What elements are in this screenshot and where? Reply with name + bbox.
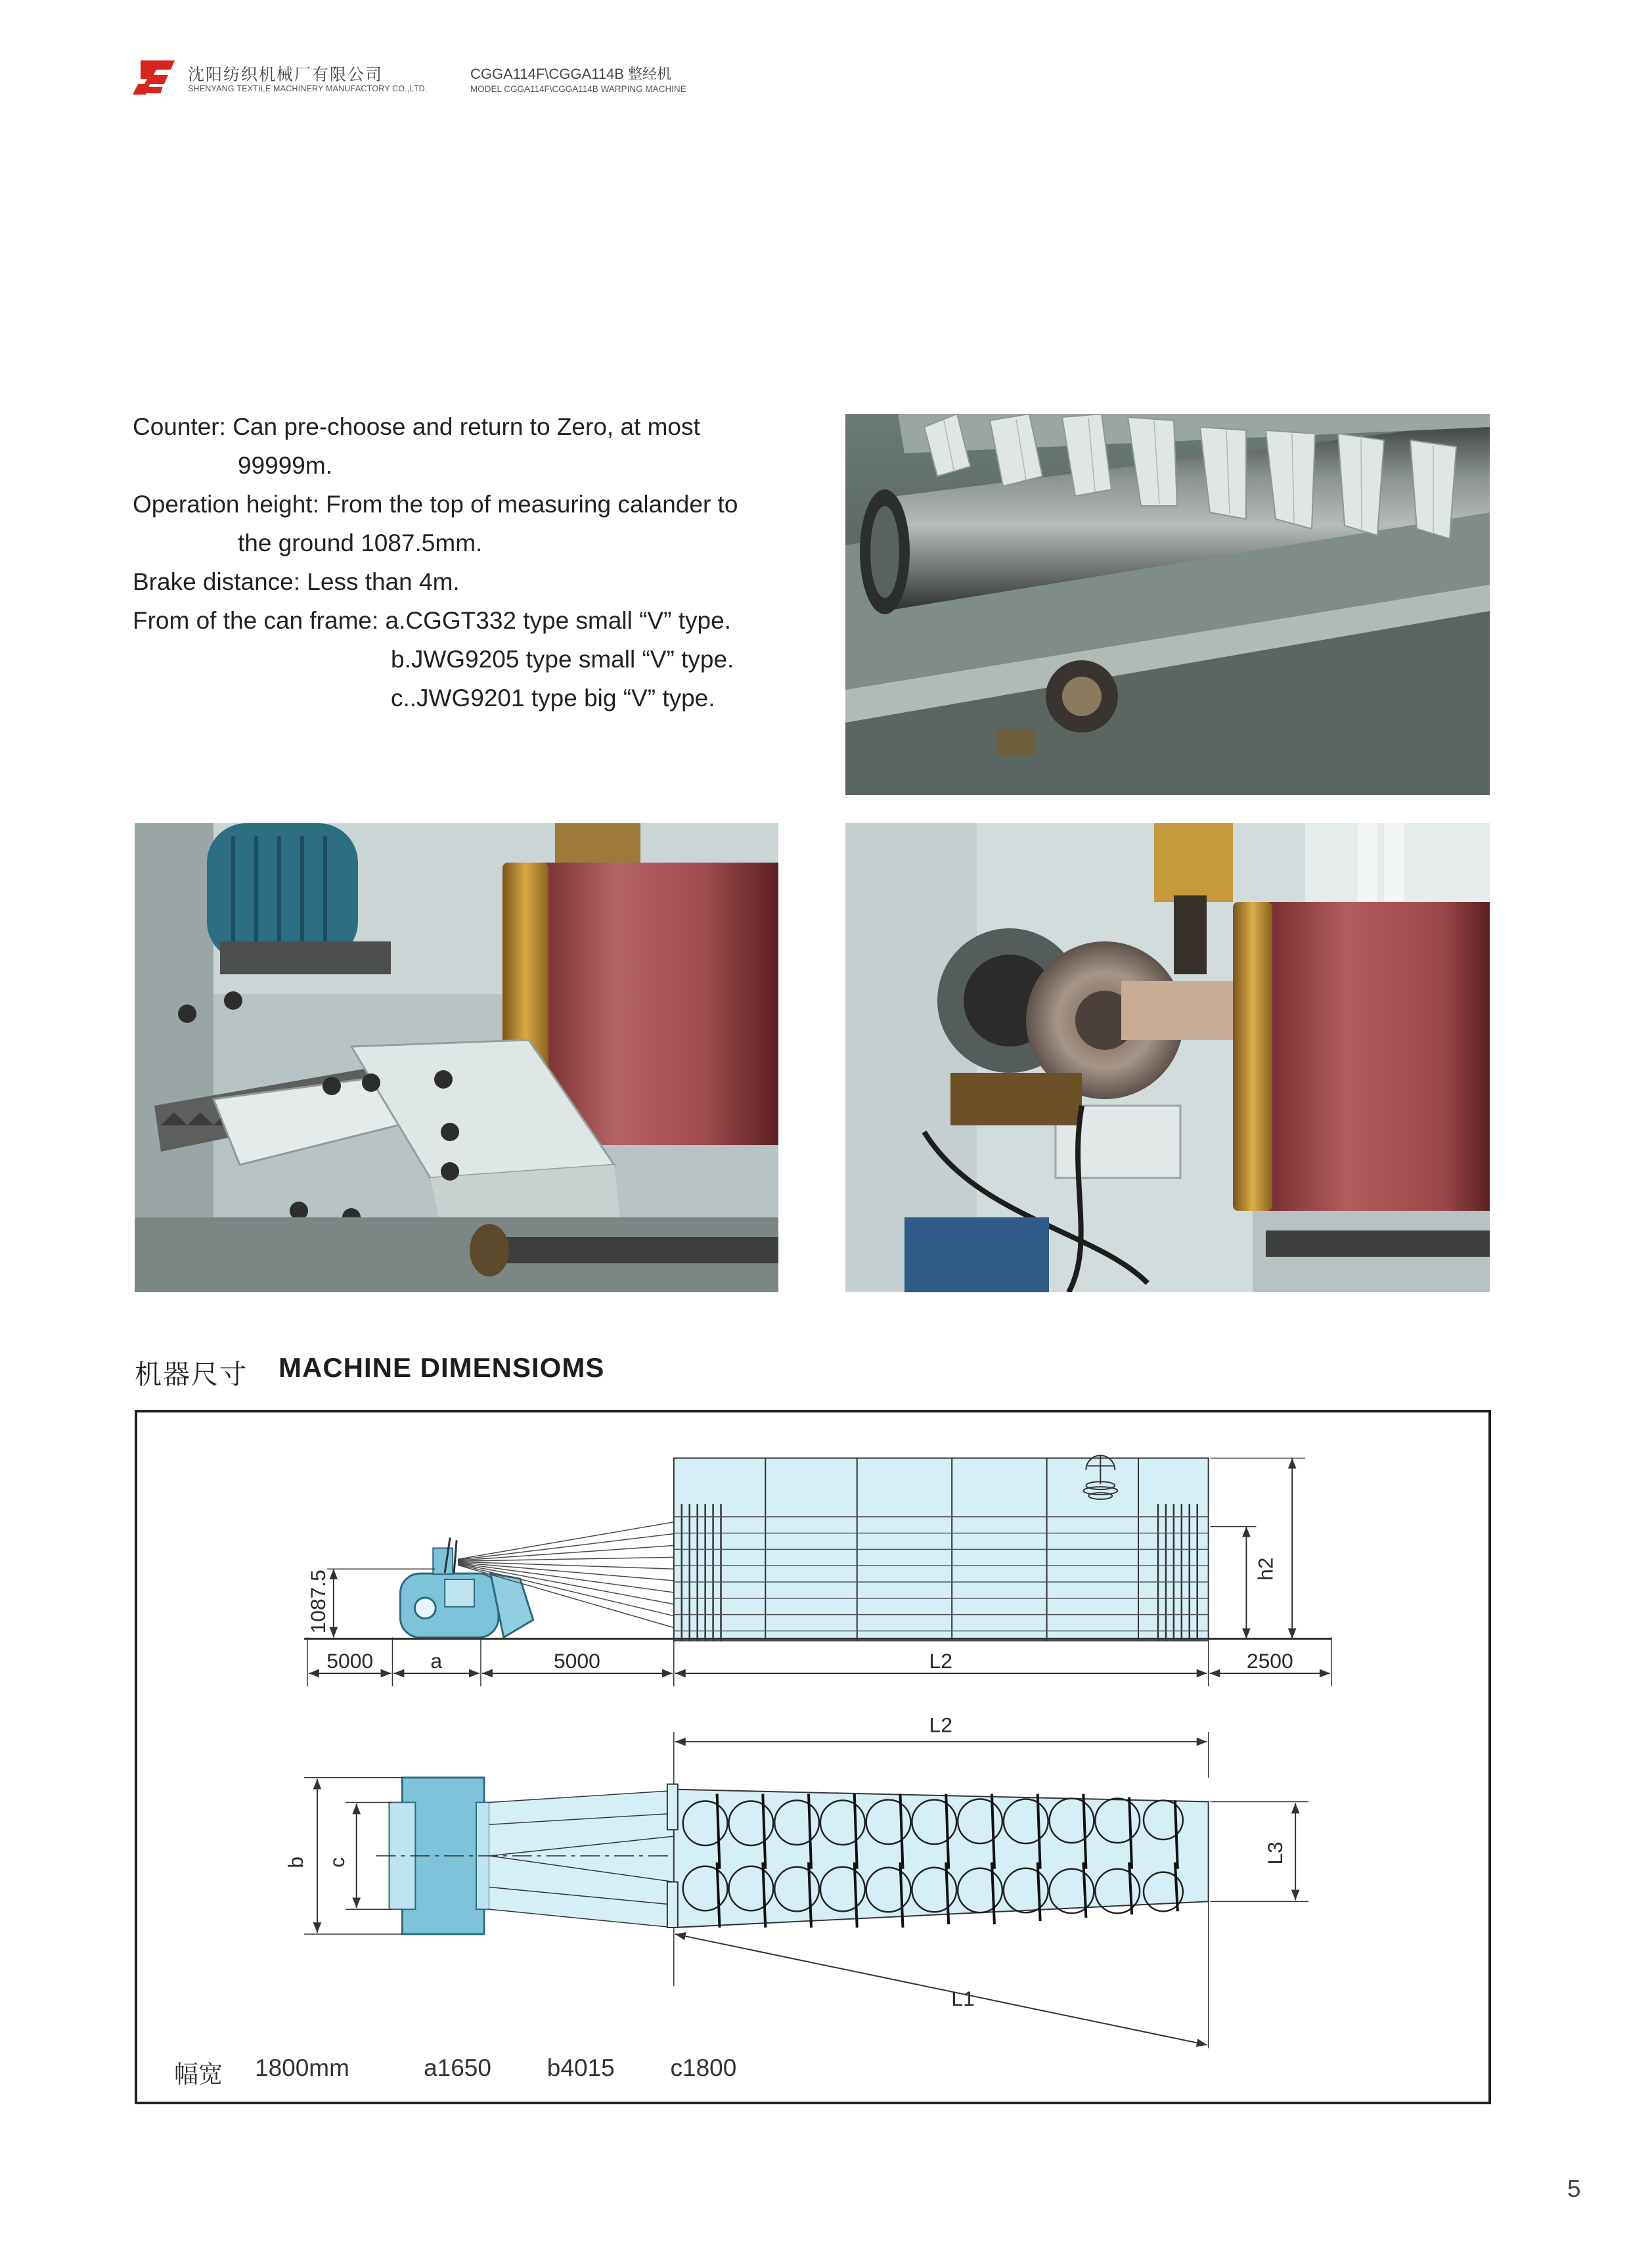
section-title-en: MACHINE DIMENSIOMS: [279, 1352, 605, 1383]
dimensions-drawing: [137, 1412, 1488, 2102]
spec-line: the ground 1087.5mm.: [238, 530, 483, 556]
section-title-cn: 机器尺寸: [135, 1359, 248, 1389]
dim-5000-mid-label: 5000: [553, 1649, 600, 1673]
creel-plan: [667, 1784, 1209, 1928]
company-name-cn: 沈阳纺织机械厂有限公司: [188, 66, 384, 84]
dim-l3-label: L3: [1263, 1841, 1287, 1865]
company-logo: [131, 58, 176, 97]
dim-b-label: b: [283, 1856, 308, 1868]
spec-line: Operation height: From the top of measuring calander to: [133, 491, 738, 518]
photo-expansion-comb: [845, 414, 1490, 795]
spec-line: From of the can frame: a.CGGT332 type small “V” type.: [133, 607, 731, 634]
dim-l2-top-label: L2: [929, 1713, 952, 1737]
photo-motor-brake-rack: [135, 823, 778, 1292]
page-number: 5: [1567, 2175, 1581, 2202]
width-label-cn: 幅宽: [174, 2061, 223, 2088]
dim-c-label: c: [324, 1857, 349, 1868]
dim-5000-left-label: 5000: [326, 1649, 374, 1673]
spec-line: 99999m.: [238, 452, 332, 479]
dimension-values: 1800mm a1650 b4015 c1800: [255, 2054, 737, 2081]
spec-line: c..JWG9201 type big “V” type.: [391, 685, 715, 711]
machine-dimensions-diagram: [135, 1410, 1491, 2104]
spec-line: Counter: Can pre-choose and return to Zero, at most: [133, 413, 700, 440]
spec-line: Brake distance: Less than 4m.: [133, 568, 460, 595]
company-name-en: SHENYANG TEXTILE MACHINERY MANUFACTORY CO.,LTD.: [188, 84, 428, 93]
model-name-en: MODEL CGGA114F\CGGA114B WARPING MACHINE: [470, 84, 686, 94]
dim-l1-label: L1: [951, 1987, 975, 2011]
dim-a-label: a: [430, 1649, 443, 1673]
dim-height-label: 1087.5: [305, 1569, 330, 1634]
model-name-cn: CGGA114F\CGGA114B 整经机: [470, 66, 672, 82]
spec-block: [133, 407, 790, 717]
dim-2500-label: 2500: [1246, 1649, 1293, 1673]
photo-roller-shaft-brake: [845, 823, 1490, 1292]
spec-line: b.JWG9205 type small “V” type.: [391, 646, 734, 673]
dim-h2-label: h2: [1253, 1557, 1278, 1581]
creel-side: [674, 1456, 1209, 1641]
warping-machine-side: [400, 1538, 533, 1638]
dim-l2-side-label: L2: [929, 1649, 952, 1673]
